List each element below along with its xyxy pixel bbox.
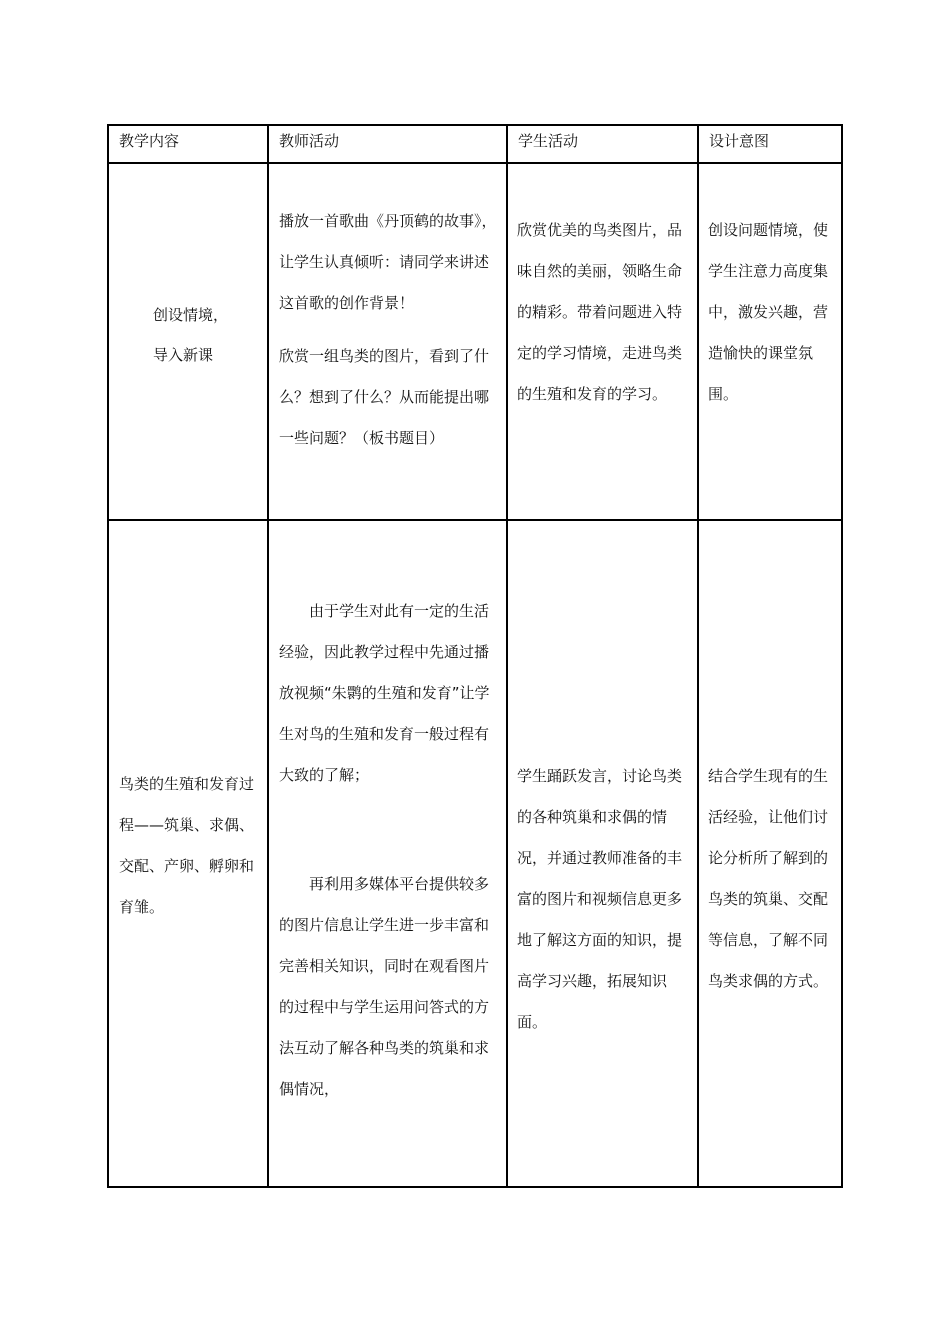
table-row bbox=[108, 520, 842, 1187]
header-content-label: 教学内容 bbox=[119, 132, 180, 150]
row1-intent-text: 创设问题情境，使学生注意力高度集中，激发兴趣，营造愉快的课堂氛围。 bbox=[708, 221, 829, 403]
header-cell-teacher bbox=[268, 125, 507, 163]
row1-student-text: 欣赏优美的鸟类图片，品味自然的美丽，领略生命的精彩。带着问题进入特定的学习情境，走进鸟类的生殖和发育的学习。 bbox=[517, 221, 683, 403]
row1-content-line2: 导入新课 bbox=[153, 346, 214, 364]
row2-intent-cell bbox=[698, 520, 842, 1187]
row1-content-line1: 创设情境， bbox=[153, 306, 229, 324]
header-cell-content bbox=[108, 125, 268, 163]
lesson-plan-table bbox=[107, 124, 843, 1188]
header-row bbox=[108, 125, 842, 163]
row1-teacher-para2: 欣赏一组鸟类的图片，看到了什么？想到了什么？从而能提出哪一些问题？（板书题目） bbox=[279, 347, 490, 447]
header-cell-intent bbox=[698, 125, 842, 163]
table-row bbox=[108, 163, 842, 520]
row2-teacher-para2: 再利用多媒体平台提供较多的图片信息让学生进一步丰富和完善相关知识，同时在观看图片的过程中与学生运用问答式的方法互动了解各种鸟类的筑巢和求偶情况， bbox=[279, 875, 490, 1098]
row1-intent-cell bbox=[698, 163, 842, 520]
row2-student-cell bbox=[507, 520, 698, 1187]
row2-teacher-para1: 由于学生对此有一定的生活经验，因此教学过程中先通过播放视频“朱鹮的生殖和发育”让学生对鸟的生殖和发育一般过程有大致的了解； bbox=[279, 602, 490, 784]
row2-content-cell bbox=[108, 520, 268, 1187]
row1-teacher-cell bbox=[268, 163, 507, 520]
row2-student-text: 学生踊跃发言，讨论鸟类的各种筑巢和求偶的情况，并通过教师准备的丰富的图片和视频信息更多地了解这方面的知识，提高学习兴趣，拓展知识面。 bbox=[517, 767, 683, 1031]
row2-intent-text: 结合学生现有的生活经验，让他们讨论分析所了解到的鸟类的筑巢、交配等信息，了解不同鸟类求偶的方式。 bbox=[708, 767, 829, 990]
header-cell-student bbox=[507, 125, 698, 163]
row1-content-cell bbox=[108, 163, 268, 520]
row1-student-cell bbox=[507, 163, 698, 520]
header-student-label: 学生活动 bbox=[518, 132, 579, 150]
header-teacher-label: 教师活动 bbox=[279, 132, 340, 150]
row2-content-text: 鸟类的生殖和发育过程——筑巢、求偶、交配、产卵、孵卵和育雏。 bbox=[119, 775, 255, 916]
row2-teacher-cell bbox=[268, 520, 507, 1187]
row1-teacher-para1: 播放一首歌曲《丹顶鹤的故事》，让学生认真倾听：请同学来讲述这首歌的创作背景！ bbox=[279, 212, 497, 312]
header-intent-label: 设计意图 bbox=[709, 132, 770, 150]
